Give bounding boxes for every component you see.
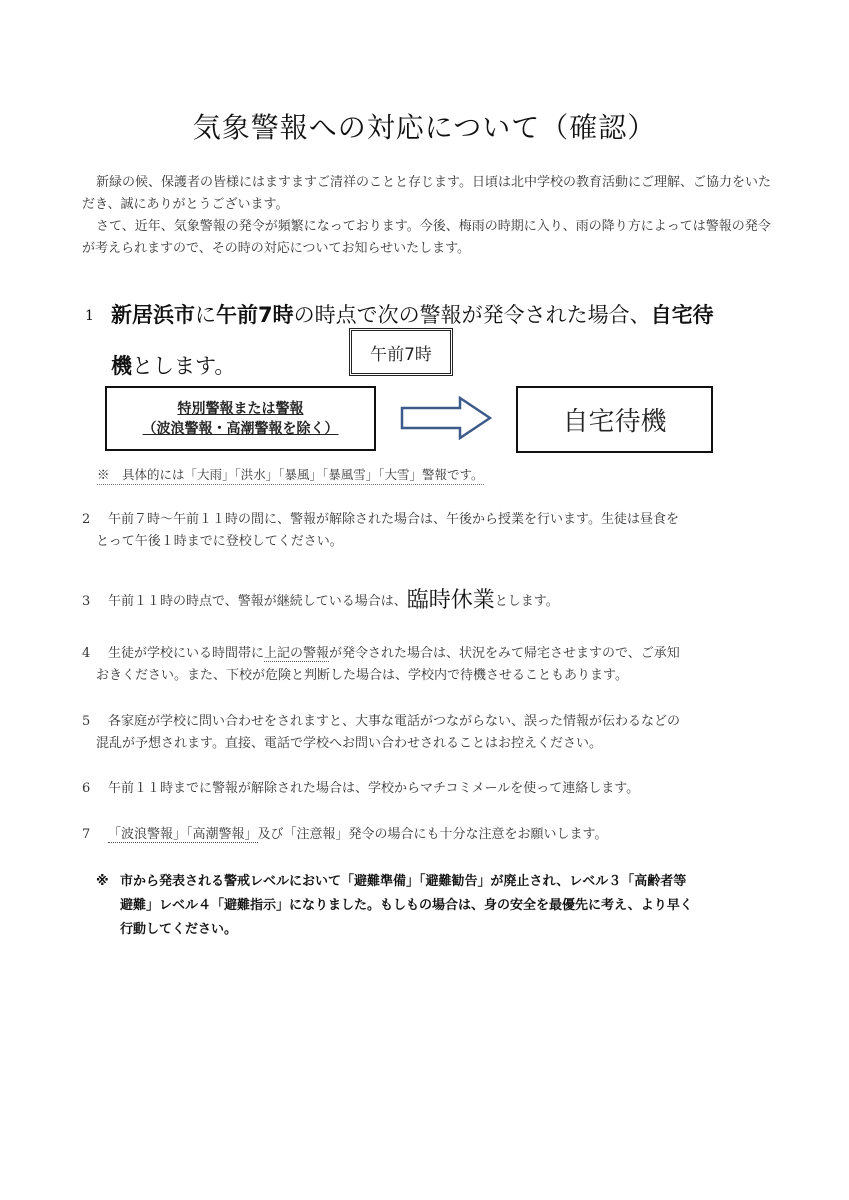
- intro-paragraph-1: 新緑の候、保護者の皆様にはますますご清祥のことと存じます。日頃は北中学校の教育活動にご理解、ご協力をいただき、誠にありがとうございます。: [82, 175, 771, 212]
- above-warning-underline: 上記の警報: [264, 646, 330, 661]
- item-text: 混乱が予想されます。直接、電話で学校へお問い合わせされることはお控えください。: [96, 736, 602, 751]
- home-wait-emphasis: 機: [111, 354, 132, 378]
- warning-line-1: 特別警報または警報: [177, 400, 304, 417]
- list-item: [82, 778, 782, 800]
- list-item: [82, 824, 782, 846]
- evacuation-level-note: [96, 870, 776, 942]
- item-number: 5: [82, 714, 91, 729]
- section-1-text: の時点で次の警報が発令された場合、: [293, 303, 651, 327]
- note-mark: ※: [96, 874, 109, 889]
- right-arrow-icon: [400, 396, 492, 440]
- wave-tide-warning-underline: 「波浪警報」「高潮警報」: [108, 827, 258, 842]
- item-text: 各家庭が学校に問い合わせをされますと、大事な電話がつながらない、誤った情報が伝わるなどの: [108, 714, 681, 729]
- warning-types-note: ※ 具体的には「大雨」「洪水」「暴風」「暴風雪」「大雪」警報です。: [97, 465, 484, 485]
- note-text: 避難」レベル４「避難指示」になりました。もしもの場合は、身の安全を最優先に考え、より早く: [120, 898, 693, 913]
- item-text: が発令された場合は、状況をみて帰宅させますので、ご承知: [329, 646, 680, 661]
- list-item: [82, 590, 782, 613]
- item-text: 午前１１時までに警報が解除された場合は、学校からマチコミメールを使って連絡します。: [108, 781, 640, 796]
- note-text: 行動してください。: [120, 922, 238, 937]
- time-label-box: 午前7時: [349, 328, 453, 376]
- section-1-number: 1: [85, 308, 94, 324]
- list-item: [82, 711, 782, 755]
- item-number: 4: [82, 646, 91, 661]
- warning-condition-box: [105, 386, 376, 451]
- item-text: 午前７時～午前１１時の間に、警報が解除された場合は、午後から授業を行います。生徒は昼食を: [108, 512, 679, 527]
- intro-text: [82, 172, 772, 260]
- item-text: 午前１１時の時点で、警報が継続している場合は、: [108, 594, 407, 609]
- page-title: 気象警報への対応について（確認）: [192, 111, 657, 144]
- time-emphasis: 午前7時: [216, 303, 294, 327]
- item-text: とって午後１時までに登校してください。: [96, 534, 343, 549]
- city-name: 新居浜市: [111, 303, 195, 327]
- item-text: 及び「注意報」発令の場合にも十分な注意をお願いします。: [257, 827, 608, 842]
- section-1-text: とします。: [132, 354, 236, 378]
- list-item: [82, 643, 782, 687]
- item-number: 3: [82, 594, 91, 609]
- intro-paragraph-2: さて、近年、気象警報の発令が頻繁になっております。今後、梅雨の時期に入り、雨の降り方によっては警報の発令が考えられますので、その時の対応についてお知らせいたします。: [82, 219, 771, 256]
- item-number: 2: [82, 512, 91, 527]
- home-wait-box: 自宅待機: [516, 386, 713, 453]
- warning-line-2: （波浪警報・高潮警報を除く）: [142, 420, 339, 437]
- item-number: 7: [82, 827, 91, 842]
- home-wait-emphasis: 自宅待: [650, 303, 714, 327]
- note-text: 市から発表される警戒レベルにおいて「避難準備」「避難勧告」が廃止され、レベル３「高齢者等: [120, 874, 687, 889]
- section-1-text: に: [195, 303, 216, 327]
- item-text: とします。: [494, 594, 559, 609]
- list-item: [82, 509, 782, 553]
- item-number: 6: [82, 781, 91, 796]
- item-text: 生徒が学校にいる時間帯に: [108, 646, 265, 661]
- item-text: おきください。また、下校が危険と判断した場合は、学校内で待機させることもあります。: [96, 668, 628, 683]
- temporary-closure-emphasis: 臨時休業: [406, 588, 495, 613]
